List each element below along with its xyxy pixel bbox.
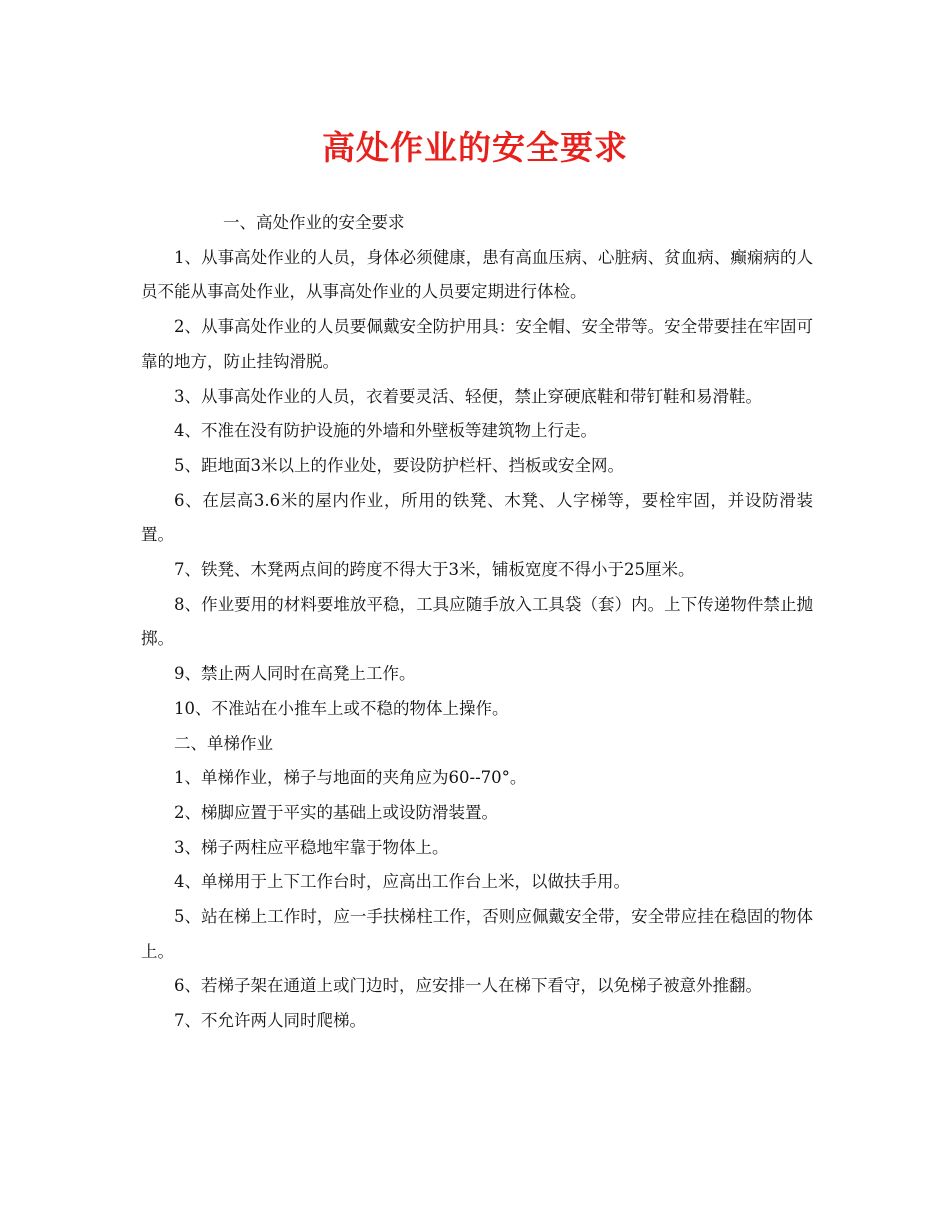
paragraph: 5、距地面3米以上的作业处，要设防护栏杆、挡板或安全网。	[174, 455, 624, 475]
paragraph: 10、不准站在小推车上或不稳的物体上操作。	[174, 698, 509, 718]
paragraph: 9、禁止两人同时在高凳上工作。	[174, 664, 416, 684]
paragraph: 2、梯脚应置于平实的基础上或设防滑装置。	[174, 802, 498, 822]
document-title: 高处作业的安全要求	[322, 128, 628, 167]
section-heading-1: 一、高处作业的安全要求	[223, 213, 405, 232]
paragraph: 3、从事高处作业的人员，衣着要灵活、轻便，禁止穿硬底鞋和带钉鞋和易滑鞋。	[174, 386, 762, 406]
paragraph: 3、梯子两柱应平稳地牢靠于物体上。	[174, 837, 449, 857]
paragraph: 5、站在梯上工作时，应一手扶梯柱工作，否则应佩戴安全带，安全带应挂在稳固的物体上。	[141, 907, 813, 961]
paragraph: 6、若梯子架在通道上或门边时，应安排一人在梯下看守，以免梯子被意外推翻。	[174, 976, 762, 996]
section-heading-2: 二、单梯作业	[174, 733, 273, 753]
paragraph: 7、不允许两人同时爬梯。	[174, 1011, 366, 1031]
paragraph: 4、不准在没有防护设施的外墙和外壁板等建筑物上行走。	[174, 421, 597, 441]
paragraph: 1、单梯作业，梯子与地面的夹角应为60--70°。	[174, 768, 527, 788]
paragraph: 6、在层高3.6米的屋内作业，所用的铁凳、木凳、人字梯等，要栓牢固，并设防滑装置。	[141, 490, 813, 545]
paragraph: 8、作业要用的材料要堆放平稳，工具应随手放入工具袋（套）内。上下传递物件禁止抛掷。	[141, 594, 813, 649]
document-body	[141, 206, 813, 1039]
paragraph: 2、从事高处作业的人员要佩戴安全防护用具：安全帽、安全带等。安全带要挂在牢固可靠的地方，防止挂钩滑脱。	[141, 317, 813, 371]
paragraph: 7、铁凳、木凳两点间的跨度不得大于3米，铺板宽度不得小于25厘米。	[174, 560, 695, 580]
paragraph: 1、从事高处作业的人员，身体必须健康，患有高血压病、心脏病、贫血病、癫痫病的人员不能从事高处作业，从事高处作业的人员要定期进行体检。	[141, 247, 813, 302]
paragraph: 4、单梯用于上下工作台时，应高出工作台上米，以做扶手用。	[174, 872, 630, 892]
